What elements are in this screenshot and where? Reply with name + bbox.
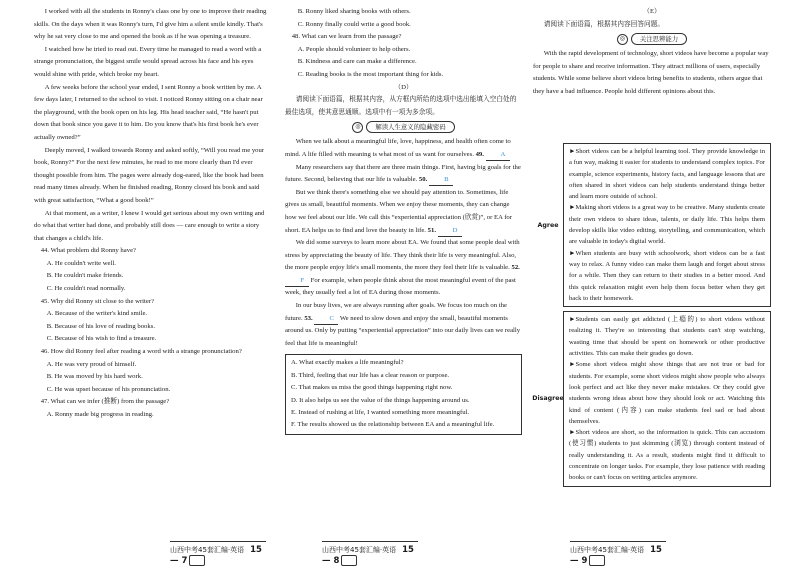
footer-label: 山西中考45套汇编·英语 (170, 546, 245, 554)
question-option: C. Reading books is the most important thing for kids. (297, 70, 444, 78)
passage-paragraph: In our busy lives, we are always running after goals. We focus too much on the future. 53. C We need to slow down and enjoy the small, beautiful moments around us. Only by putting “experiential appreciation” into our daily lives can we really feel that life is meaningful! (285, 302, 521, 347)
page-footer (170, 541, 266, 566)
section-badge (285, 121, 522, 133)
section-heading: （D） (394, 83, 413, 91)
passage-paragraph: At that moment, as a writer, I knew I would get serious about my own writing and do what that writer had done, and probably still does — care enough to write a story that changes a child's life. (34, 209, 265, 242)
column-1 (34, 6, 270, 422)
disagree-cell (563, 311, 771, 486)
answer-blank: D (438, 226, 462, 237)
question-48: 48. What can we learn from the passage? (291, 33, 402, 41)
logo-icon (589, 555, 605, 566)
badge-icon: ◎ (352, 122, 363, 133)
footer-label: 山西中考45套汇编·英语 (322, 546, 397, 554)
column-3 (533, 6, 771, 99)
passage-paragraph: I worked with all the students in Ronny's class one by one to improve their reading skills. On the days when it was Ronny's turn, I'd give him a silent smile kindly. That's why he sat very close to me and opened the book as if he was opening a treasure. (34, 8, 267, 41)
passage-paragraph: Many researchers say that there are three main things. First, having big goals for the future. Second, believing that our life is valuable. 50. B (285, 162, 522, 187)
badge-icon: ◎ (617, 34, 628, 45)
question-47: 47. What can we infer (推断) from the passage? (40, 398, 170, 406)
disagree-row (533, 311, 771, 486)
question-option: A. He was very proud of himself. (46, 360, 137, 368)
question-option: B. Ronny liked sharing books with others. (297, 8, 411, 15)
box-option: E. Instead of rushing at life, I wanted something more meaningful. (291, 409, 470, 417)
box-option: D. It also helps us see the value of the things happening around us. (291, 396, 470, 404)
opinion-table (533, 143, 771, 491)
question-option: C. Ronny finally could write a good book. (297, 20, 411, 28)
passage-paragraph: We did some surveys to learn more about EA. We found that some people deal with stress by appreciating the beauty of life. They think their life is very meaningful. Also, the more people enjoy life's small moments, the more they feel their life is valuable. 52. F For example, when people think about the most meaningful event of the past week, they usually feel a lot of EA during those moments. (285, 239, 520, 297)
question-option: A. Because of the writer's kind smile. (46, 310, 148, 318)
options-box (285, 354, 522, 434)
page-number: 15 — 9 (570, 545, 662, 566)
passage-paragraph: Deeply moved, I walked towards Ronny and asked softly, “Will you read me your book, Ronny?” For the next few minutes, he read to me more clearly than I'd ever thought possible from him. The pages were already dog-eared, like the book had been read many times already. When he finished reading, Ronny closed his book and said with great satisfaction, “What a good book!” (34, 146, 265, 204)
instructions: 请阅读下面语篇，根据其内容回答问题。 (543, 20, 665, 28)
passage-intro: With the rapid development of technology, short videos have become a popular way for people to share and receive information. They attract millions of users, especially students. While some believe short videos bring benefits to students, others argue that they have a bad influence. People hold different opinions about this. (533, 50, 769, 95)
badge-label: 解读人生意义的隐藏密码 (366, 121, 454, 133)
question-option: B. Because of his love of reading books. (46, 322, 155, 330)
question-option: C. Because of his wish to find a treasure. (46, 335, 157, 343)
opinion-point: ►Some short videos might show things that are not true or bad for students. For example, some short videos might show people who always look perfect and act like they never make mistakes. Or they could give students wrong ideas about how they should look or act. Watching this kind of content (内容) can make students feel sad or bad about themselves. (569, 361, 765, 425)
agree-cell (563, 143, 771, 307)
question-option: C. He was upset because of his pronunciation. (46, 385, 171, 393)
logo-icon (189, 555, 205, 566)
box-option: B. Third, feeling that our life has a clear reason or purpose. (291, 371, 450, 379)
question-44: 44. What problem did Ronny have? (40, 247, 137, 255)
question-option: B. Kindness and care can make a difference. (297, 58, 417, 66)
passage-paragraph: I watched how he tried to read out. Every time he managed to read a word with a strange pronunciation, the biggest smile would spread across his face and his eyes would shine with pride, which broke my heart. (34, 45, 262, 78)
question-option: A. Ronny made big progress in reading. (46, 411, 154, 418)
instructions: 请阅读下面语篇，根据其内容，从方框内所给的选项中选出能填入空白处的最佳选项，使其意思通顺。选项中有一项为多余项。 (285, 96, 517, 116)
answer-blank: A (486, 150, 510, 161)
disagree-label: Disagree (532, 395, 564, 403)
box-option: C. That makes us miss the good things happening right now. (291, 384, 453, 392)
passage-paragraph: A few weeks before the school year ended, I sent Ronny a book written by me. A few days later, I returned to the school to visit. I noticed Ronny sitting on a chair near the playground, with the book open on his leg. His head teacher said, “He hasn't put down that book since you gave it to him. Do you know that's his first book he's ever actually owned?” (34, 83, 263, 141)
agree-label: Agree (537, 221, 559, 229)
badge-label: 关注思辨能力 (631, 33, 687, 45)
opinion-point: ►Short videos can be a helpful learning tool. They provide knowledge in a fun way, making it easier for students to understand complex topics. For example, science experiments, history facts, and language lessons that are often shared in short videos can help students understand things better and learn more outside of school. (569, 148, 765, 201)
opinion-point: ►Making short videos is a great way to be creative. Many students create their own videos to share ideas, talents, or daily life. This helps them develop skills like video editing, storytelling, and communication, which are valuable in today's digital world. (569, 204, 765, 246)
page-number: 15 — 7 (170, 545, 262, 566)
question-45: 45. Why did Ronny sit close to the writer? (40, 297, 155, 305)
opinion-point: ►When students are busy with schoolwork, short videos can be a fast way to relax. A funny video can make them laugh and forget about stress for a while. Then they can return to their studies in a better mood. And this quick relaxation might even help them focus better when they get back to their homework. (569, 249, 765, 302)
section-heading: （E） (643, 8, 661, 15)
box-option: F. The results showed us the relationship between EA and a meaningful life. (291, 421, 495, 429)
question-46: 46. How did Ronny feel after reading a word with a strange pronunciation? (40, 348, 242, 356)
answer-blank: F (285, 276, 309, 287)
question-option: C. He couldn't read normally. (46, 285, 126, 293)
question-option: A. People should volunteer to help others. (297, 45, 411, 53)
section-badge (533, 33, 771, 45)
passage-paragraph: But we think there's something else we should pay attention to. Sometimes, life gives us small, beautiful moments. When we enjoy these moments, they can change how we feel about our life. We call this “experiential appreciation (欣赏)”, or EA for short. EA helps us to find and love the beauty in life. 51. D (285, 187, 522, 237)
question-option: A. He couldn't write well. (46, 259, 116, 267)
page-footer (322, 541, 418, 566)
box-option: A. What exactly makes a life meaningful? (291, 359, 404, 367)
page-number: 15 — 8 (322, 545, 414, 566)
answer-blank: B (429, 175, 453, 186)
answer-blank: C (314, 314, 338, 325)
logo-icon (341, 555, 357, 566)
page-footer (570, 541, 666, 566)
question-option: B. He was moved by his hard work. (46, 373, 143, 381)
footer-label: 山西中考45套汇编·英语 (570, 546, 645, 554)
opinion-point: ►Students can easily get addicted (上瘾的) to short videos without realizing it. They're so interesting that students can't stop watching, wasting time that should be spent on homework or other productive activities. This can make their grades go down. (569, 316, 765, 358)
passage-paragraph: When we talk about a meaningful life, love, happiness, and health often come to mind. A life filled with meaning is what most of us want for ourselves. 49. A (285, 136, 522, 161)
column-2 (285, 6, 522, 435)
agree-row (533, 143, 771, 307)
opinion-point: ►Short videos are short, so the information is quick. This can accustom (使习惯) students to just skimming (浏览) through content instead of really understanding it. As a result, students might find it difficult to concentrate on longer tasks. For example, they lose patience with reading books or can't focus on writing articles anymore. (569, 429, 765, 482)
question-option: B. He couldn't make friends. (46, 272, 124, 280)
